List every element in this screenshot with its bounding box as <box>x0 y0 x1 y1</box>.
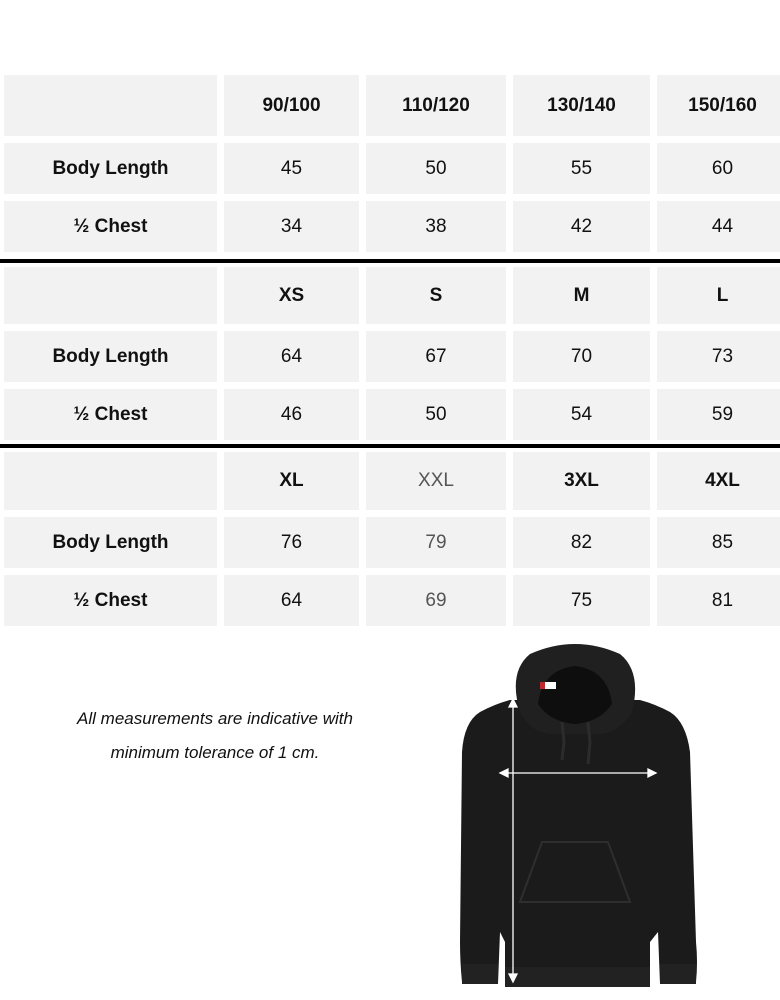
row-label-half-chest: ½ Chest <box>4 201 217 252</box>
size-header: 4XL <box>657 452 780 510</box>
table-cell: 75 <box>513 575 650 626</box>
size-header: 3XL <box>513 452 650 510</box>
table-cell: 76 <box>224 517 359 568</box>
table-cell: 67 <box>366 331 506 382</box>
size-header: XXL <box>366 452 506 510</box>
table-cell: 70 <box>513 331 650 382</box>
size-header: XS <box>224 267 359 324</box>
table-cell: 79 <box>366 517 506 568</box>
size-header: XL <box>224 452 359 510</box>
hoodie-illustration <box>450 642 700 994</box>
table-cell: 45 <box>224 143 359 194</box>
section-divider <box>0 259 780 263</box>
note-line: All measurements are indicative with <box>77 709 353 728</box>
note-line: minimum tolerance of 1 cm. <box>110 743 320 762</box>
table-cell: 46 <box>224 389 359 440</box>
table-cell: 69 <box>366 575 506 626</box>
size-header: 150/160 <box>657 75 780 136</box>
table-cell: 60 <box>657 143 780 194</box>
table-cell: 44 <box>657 201 780 252</box>
size-header: L <box>657 267 780 324</box>
table-cell: 81 <box>657 575 780 626</box>
table-cell: 34 <box>224 201 359 252</box>
size-table-kids <box>4 75 780 252</box>
size-header: S <box>366 267 506 324</box>
header-empty-cell <box>4 267 217 324</box>
size-header: 110/120 <box>366 75 506 136</box>
row-label-body-length: Body Length <box>4 517 217 568</box>
table-cell: 64 <box>224 331 359 382</box>
table-cell: 38 <box>366 201 506 252</box>
header-empty-cell <box>4 452 217 510</box>
table-cell: 55 <box>513 143 650 194</box>
size-header: M <box>513 267 650 324</box>
table-cell: 42 <box>513 201 650 252</box>
size-header: 90/100 <box>224 75 359 136</box>
table-cell: 50 <box>366 389 506 440</box>
table-cell: 73 <box>657 331 780 382</box>
section-divider <box>0 444 780 448</box>
size-table-adult-small <box>4 267 780 440</box>
table-cell: 85 <box>657 517 780 568</box>
row-label-body-length: Body Length <box>4 143 217 194</box>
size-table-adult-large <box>4 452 780 626</box>
table-cell: 54 <box>513 389 650 440</box>
measurement-note <box>40 702 390 770</box>
table-cell: 59 <box>657 389 780 440</box>
row-label-half-chest: ½ Chest <box>4 575 217 626</box>
row-label-half-chest: ½ Chest <box>4 389 217 440</box>
table-cell: 82 <box>513 517 650 568</box>
row-label-body-length: Body Length <box>4 331 217 382</box>
header-empty-cell <box>4 75 217 136</box>
table-cell: 64 <box>224 575 359 626</box>
size-header: 130/140 <box>513 75 650 136</box>
table-cell: 50 <box>366 143 506 194</box>
